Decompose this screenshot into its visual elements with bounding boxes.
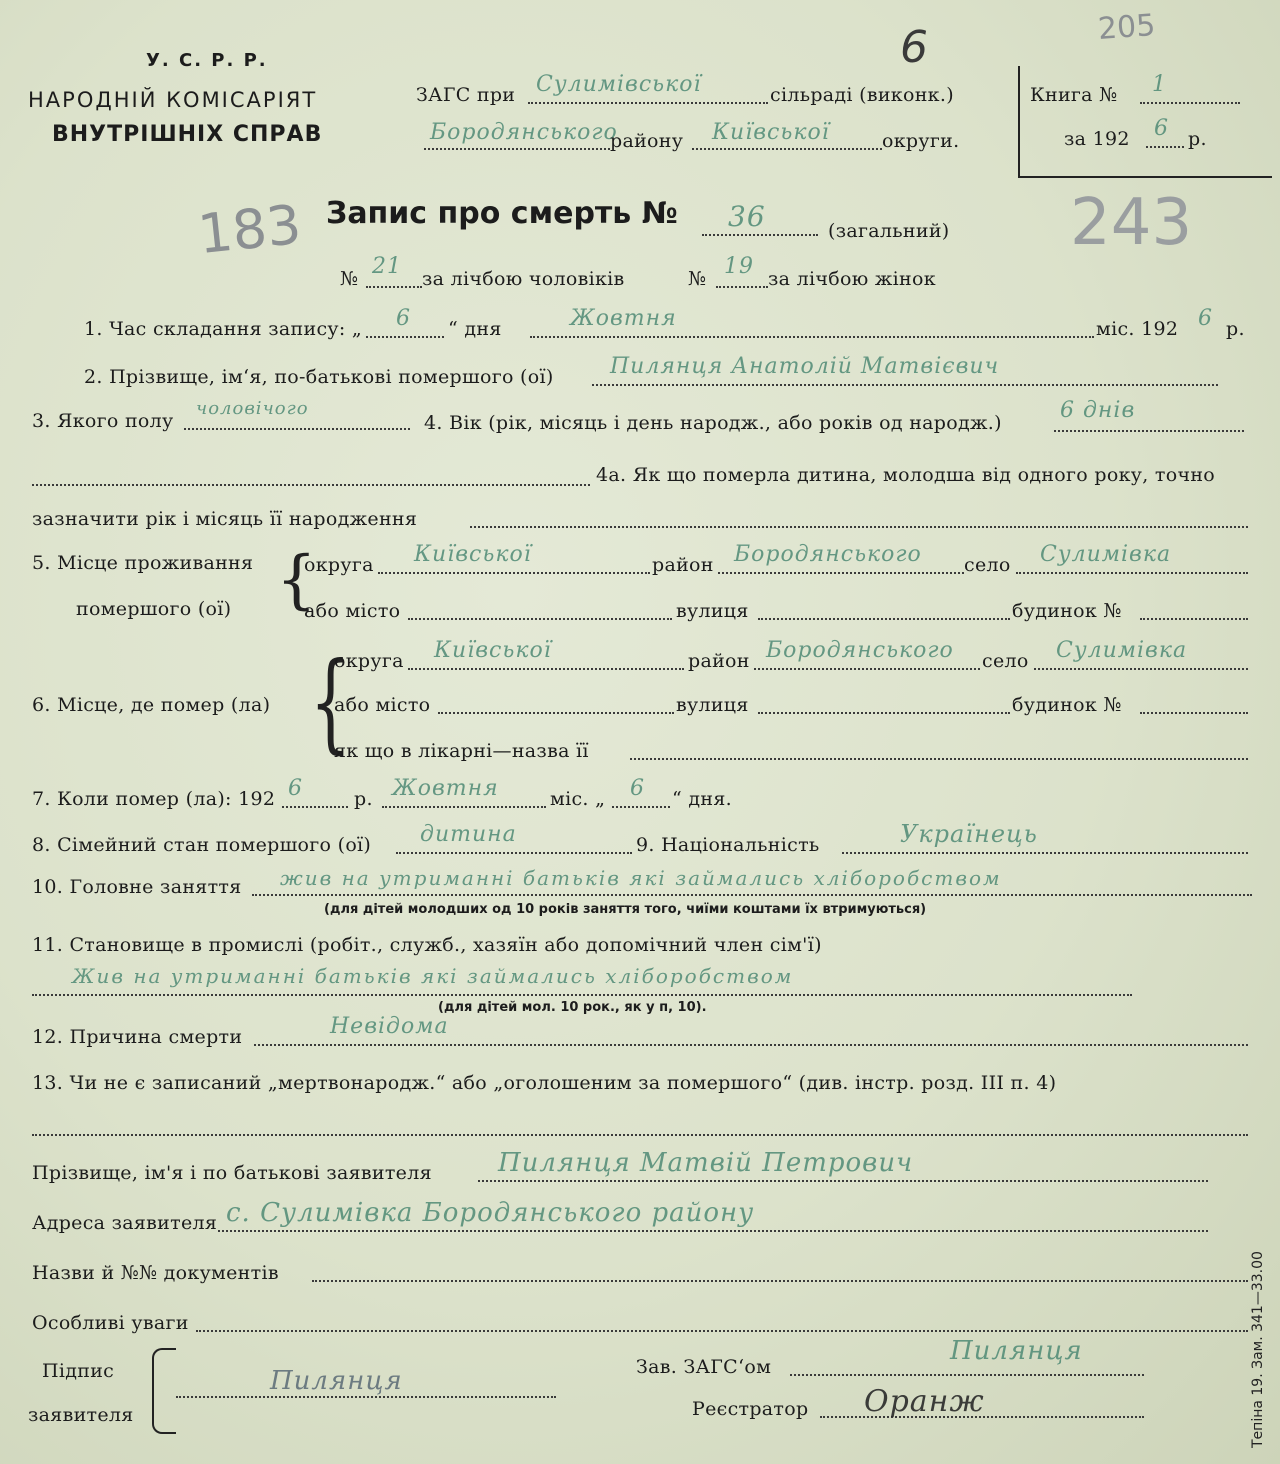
applicant-name-label: Прізвище, ім'я і по батькові заявителя xyxy=(32,1162,432,1184)
field-7-month: Жовтня xyxy=(392,776,499,801)
field-5-rayon-line xyxy=(718,572,964,574)
field-4a-line-1 xyxy=(32,484,590,486)
field-1-day-label: “ дня xyxy=(448,318,502,340)
pencil-right-number: 243 xyxy=(1070,186,1193,260)
applicant-name-line xyxy=(478,1180,1208,1182)
field-7-day: 6 xyxy=(630,776,645,801)
field-6-hospital-label: як що в лікарні—назва її xyxy=(334,740,589,762)
field-5-rayon: Бородянського xyxy=(734,542,922,567)
zags-suffix: сільраді (виконк.) xyxy=(770,84,954,106)
field-5-selo-label: село xyxy=(964,554,1011,576)
book-box xyxy=(1018,66,1272,178)
applicant-name-value: Пилянця Матвій Петрович xyxy=(498,1148,914,1178)
field-6-budynok-label: будинок № xyxy=(1012,694,1122,716)
field-5-label-1: 5. Місце проживання xyxy=(32,552,254,574)
field-6-rayon: Бородянського xyxy=(766,638,954,663)
field-3-label: 3. Якого полу xyxy=(32,410,174,432)
field-7-month-line xyxy=(382,806,546,808)
women-count-line xyxy=(716,286,768,288)
applicant-address-label: Адреса заявителя xyxy=(32,1212,218,1234)
field-3-line xyxy=(184,428,410,430)
field-4a-line-1-text: 4а. Як що померла дитина, молодша від одного року, точно xyxy=(596,464,1216,486)
registrar-label: Реєстратор xyxy=(692,1398,809,1420)
field-9-line xyxy=(842,852,1248,854)
applicant-address-value: с. Сулимівка Бородянського району xyxy=(226,1198,755,1228)
record-general-label: (загальний) xyxy=(828,220,950,242)
rayon-label: району xyxy=(610,130,684,152)
applicant-documents-line xyxy=(312,1280,1248,1282)
pencil-top-number: 205 xyxy=(1096,8,1157,47)
field-7-year-digit: 6 xyxy=(288,776,303,801)
field-8-label: 8. Сімейний стан помершого (ої) xyxy=(32,834,372,856)
field-11-line xyxy=(32,994,1132,996)
field-13-label: 13. Чи не є записаний „мертвонародж.“ або „оголошеним за помершого“ (див. інстр. розд. III п. 4) xyxy=(32,1072,1057,1094)
field-12-value: Невідома xyxy=(330,1014,449,1039)
field-7-year-line xyxy=(282,806,348,808)
field-5-okruha: Київської xyxy=(414,542,532,567)
field-1-day: 6 xyxy=(396,306,411,331)
field-5-okruha-line xyxy=(378,572,650,574)
applicant-notes-line xyxy=(196,1330,1248,1332)
commissariat-line-2: ВНУТРІШНІХ СПРАВ xyxy=(52,122,323,147)
field-6-budynok-line xyxy=(1140,712,1248,714)
commissariat-line-1: НАРОДНІЙ КОМІСАРІЯТ xyxy=(28,88,318,112)
field-2-value: Пилянця Анатолій Матвієвич xyxy=(610,354,1000,379)
signature-label-1: Підпис xyxy=(42,1360,115,1382)
rayon-handwriting: Бородянського xyxy=(430,120,618,145)
record-number-line xyxy=(702,234,818,236)
field-6-vulytsia-label: вулиця xyxy=(676,694,749,716)
field-6-okruha-line xyxy=(408,668,684,670)
field-7-year-suffix: р. xyxy=(354,788,373,810)
zags-head-label: Зав. ЗАГС‘ом xyxy=(636,1356,772,1378)
field-5-brace: { xyxy=(276,543,317,617)
rayon-line xyxy=(424,148,610,150)
signature-bracket xyxy=(152,1348,176,1434)
field-13-line xyxy=(32,1134,1248,1136)
field-4-value: 6 днів xyxy=(1060,398,1136,423)
field-8-value: дитина xyxy=(420,822,517,847)
zags-prefix: ЗАГС при xyxy=(416,84,516,106)
applicant-signature: Пилянця xyxy=(270,1366,403,1396)
field-4-line xyxy=(1054,430,1244,432)
field-5-budynok-line xyxy=(1140,618,1248,620)
field-5-rayon-label: район xyxy=(652,554,714,576)
field-11-value: Жив на утриманні батьків які займались хліборобством xyxy=(72,964,794,988)
okruha-line xyxy=(692,148,882,150)
men-count-handwriting: 21 xyxy=(372,254,402,279)
field-6-selo: Сулимівка xyxy=(1056,638,1188,663)
signature-line xyxy=(176,1396,556,1398)
field-4-label: 4. Вік (рік, місяць і день народж., або років од народж.) xyxy=(424,412,1002,434)
field-5-vulytsia-label: вулиця xyxy=(676,600,749,622)
field-6-misto-line xyxy=(438,712,674,714)
applicant-notes-label: Особливі уваги xyxy=(32,1312,189,1334)
field-5-misto-label: або місто xyxy=(304,600,401,622)
field-5-misto-line xyxy=(408,618,672,620)
field-5-label-2: помершого (ої) xyxy=(76,598,232,620)
field-6-misto-label: або місто xyxy=(334,694,431,716)
record-title: Запис про смерть № xyxy=(326,196,678,231)
field-4a-line-2-text: зазначити рік і місяць її народження xyxy=(32,508,418,530)
field-1-month-line xyxy=(530,336,1094,338)
field-5-budynok-label: будинок № xyxy=(1012,600,1122,622)
field-9-value: Українець xyxy=(900,820,1038,848)
field-1-month-label: міс. 192 xyxy=(1096,318,1179,340)
applicant-documents-label: Назви й №№ документів xyxy=(32,1262,279,1284)
applicant-address-line xyxy=(218,1230,1208,1232)
field-6-brace: { xyxy=(309,640,351,765)
book-year-digit: 6 xyxy=(1154,116,1169,141)
book-year-line xyxy=(1146,146,1184,148)
field-9-label: 9. Національність xyxy=(636,834,820,856)
printer-mark-vertical: Тепіна 19. Зам. 341—33.00 xyxy=(1250,1251,1266,1448)
field-1-year-digit: 6 xyxy=(1198,306,1213,331)
book-year-suffix: р. xyxy=(1188,128,1207,150)
pencil-left-number: 183 xyxy=(194,192,305,267)
zags-line xyxy=(528,102,768,104)
women-count-handwriting: 19 xyxy=(724,254,754,279)
field-6-okruha: Київської xyxy=(434,638,552,663)
book-number-handwriting: 1 xyxy=(1152,72,1167,97)
field-6-okruha-label: округа xyxy=(334,650,404,672)
field-7-day-line xyxy=(612,806,670,808)
field-8-line xyxy=(396,852,632,854)
field-2-line xyxy=(592,384,1218,386)
field-5-selo-line xyxy=(1016,572,1248,574)
men-count-label: за лічбою чоловіків xyxy=(422,268,625,290)
field-7-month-label: міс. „ xyxy=(550,788,606,810)
field-5-okruha-label: округа xyxy=(304,554,374,576)
registrar-signature: Оранж xyxy=(864,1384,985,1419)
signature-label-2: заявителя xyxy=(28,1404,134,1426)
field-1-label: 1. Час складання запису: „ xyxy=(84,318,363,340)
women-count-prefix: № xyxy=(688,268,707,290)
book-label: Книга № xyxy=(1030,84,1118,106)
field-7-label: 7. Коли помер (ла): 192 xyxy=(32,788,276,810)
field-7-day-label: “ дня. xyxy=(672,788,732,810)
field-6-rayon-label: район xyxy=(688,650,750,672)
field-1-day-line xyxy=(366,336,444,338)
field-10-note: (для дітей молодших од 10 років заняття того, чиїми коштами їх втримуються) xyxy=(324,902,927,917)
okruha-label: округи. xyxy=(882,130,960,152)
field-1-month: Жовтня xyxy=(570,306,677,331)
field-10-label: 10. Головне заняття xyxy=(32,876,242,898)
women-count-label: за лічбою жінок xyxy=(768,268,936,290)
field-2-label: 2. Прізвище, ім‘я, по-батькові помершого (ої) xyxy=(84,366,554,388)
field-11-note: (для дітей мол. 10 рок., як у п, 10). xyxy=(438,1000,707,1015)
field-10-line xyxy=(252,894,1252,896)
field-12-line xyxy=(254,1044,1248,1046)
field-5-selo: Сулимівка xyxy=(1040,542,1172,567)
field-3-value: чоловічого xyxy=(196,398,309,419)
book-year-prefix: за 192 xyxy=(1064,128,1130,150)
field-10-value: жив на утриманні батьків які займались хліборобством xyxy=(280,866,1002,890)
republic-label: У. С. Р. Р. xyxy=(146,50,268,71)
zags-village-handwriting: Сулимівської xyxy=(536,72,702,97)
zags-head-signature: Пилянця xyxy=(950,1336,1083,1366)
field-11-label: 11. Становище в промислі (робіт., служб., хазяїн або допомічний член сім'ї) xyxy=(32,934,822,956)
field-4a-line-2 xyxy=(470,526,1248,528)
record-number-handwriting: 36 xyxy=(728,200,766,233)
field-1-year-suffix: р. xyxy=(1226,318,1245,340)
pencil-page-number: 6 xyxy=(900,22,928,73)
field-6-rayon-line xyxy=(754,668,980,670)
field-6-selo-line xyxy=(1034,668,1248,670)
field-5-vulytsia-line xyxy=(758,618,1010,620)
men-count-line xyxy=(366,286,422,288)
field-12-label: 12. Причина смерти xyxy=(32,1026,243,1048)
field-6-selo-label: село xyxy=(982,650,1029,672)
field-6-label: 6. Місце, де помер (ла) xyxy=(32,694,271,716)
okruha-handwriting: Київської xyxy=(712,120,830,145)
field-6-vulytsia-line xyxy=(758,712,1010,714)
men-count-prefix: № xyxy=(340,268,359,290)
field-6-hospital-line xyxy=(630,758,1248,760)
book-number-line xyxy=(1140,102,1240,104)
zags-head-line xyxy=(790,1374,1144,1376)
